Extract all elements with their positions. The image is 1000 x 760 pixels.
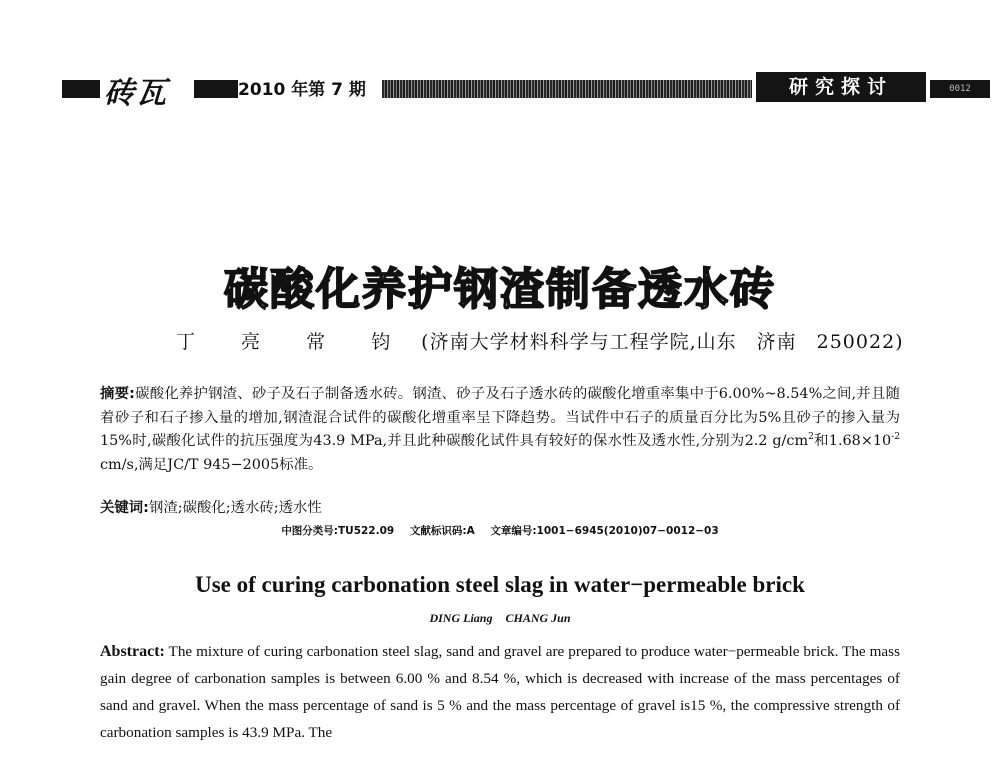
author-en-1: DING Liang [429, 611, 493, 625]
keywords-label-cn: 关键词: [100, 500, 149, 516]
abstract-cn-sup-2: -2 [891, 432, 900, 443]
issue-label: 2010 年第 7 期 [238, 80, 366, 100]
header-bar-mid [194, 80, 238, 98]
abstract-en [100, 638, 900, 746]
section-label: 研究探讨 [756, 72, 926, 102]
paper-title-cn: 碳酸化养护钢渣制备透水砖 [224, 264, 776, 315]
abstract-label-cn: 摘要: [100, 386, 135, 402]
header-texture-bar [382, 80, 752, 98]
classification-line [0, 523, 1000, 538]
abstract-cn-text-3: cm/s,满足JC/T 945−2005标准。 [100, 456, 323, 473]
author-line-cn [176, 327, 904, 354]
paper-title-en: Use of curing carbonation steel slag in water−permeable brick [195, 572, 805, 597]
document-code: 文献标识码:A [409, 525, 475, 537]
keywords-cn-text: 钢渣;碳酸化;透水砖;透水性 [148, 500, 322, 516]
abstract-label-en: Abstract: [100, 643, 165, 660]
authors-en [0, 611, 1000, 626]
keywords-cn [100, 496, 322, 517]
classification-number: 中图分类号:TU522.09 [281, 525, 395, 537]
abstract-en-text: The mixture of curing carbonation steel slag, sand and gravel are prepared to produce water−permeable brick. The mass gain degree of carbonation samples is between 6.00 % and 8.54 %, which is decreased with increase of the mass percentages of sand and gravel. When the mass percentage of sand is 5 % and the mass percentage of gravel is15 %, the compressive strength of carbonation samples is 43.9 MPa. The [100, 643, 900, 741]
header-bar-left [62, 80, 100, 98]
abstract-cn [100, 383, 900, 477]
affiliation-cn: (济南大学材料科学与工程学院,山东 济南 250022) [421, 331, 904, 353]
article-number: 文章编号:1001−6945(2010)07−0012−03 [490, 525, 719, 537]
header-tail-mark: 0012 [930, 80, 990, 98]
abstract-cn-text-2: 和1.68×10 [813, 433, 892, 449]
journal-logo: 砖瓦 [104, 76, 168, 111]
author-en-2: CHANG Jun [505, 611, 571, 625]
authors-cn: 丁 亮 常 钧 [176, 331, 411, 353]
abstract-cn-sup-1: 2 [808, 432, 814, 443]
abstract-cn-text: 碳酸化养护钢渣、砂子及石子制备透水砖。钢渣、砂子及石子透水砖的碳酸化增重率集中于6.00%~8.54%之间,并且随着砂子和石子掺入量的增加,钢渣混合试件的碳酸化增重率呈下降趋势。当试件中石子的质量百分比为5%且砂子的掺入量为15%时,碳酸化试件的抗压强度为43.9 MPa,并且此种碳酸化试件具有较好的保水性及透水性,分别为2.2 g/cm [100, 386, 900, 449]
journal-header [62, 72, 971, 111]
